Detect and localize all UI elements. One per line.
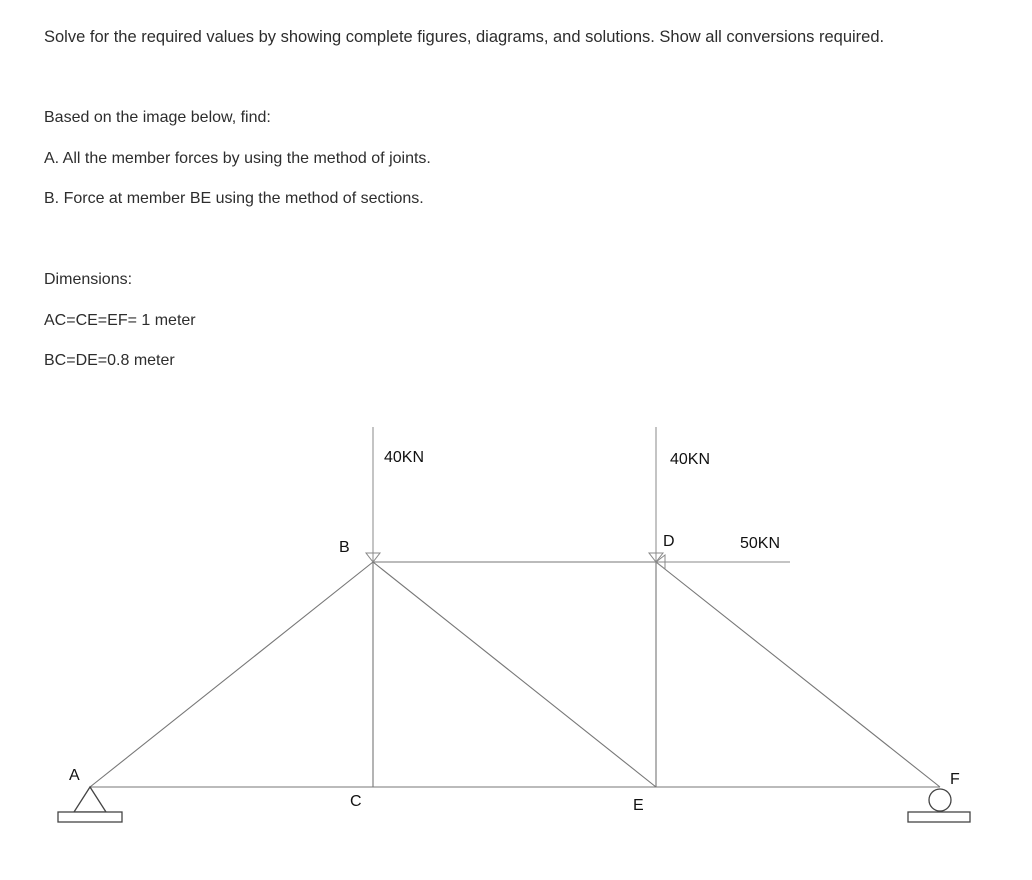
support-base-f bbox=[908, 812, 970, 822]
member-be bbox=[373, 562, 656, 787]
load-label-d-vertical: 40KN bbox=[670, 451, 711, 468]
load-label-d-horizontal: 50KN bbox=[740, 535, 781, 552]
member-ab bbox=[90, 562, 373, 787]
problem-prompt: Based on the image below, find: bbox=[44, 109, 271, 126]
node-label-b: B bbox=[339, 539, 350, 556]
roller-support-f bbox=[929, 789, 951, 811]
support-base-a bbox=[58, 812, 122, 822]
question-b: B. Force at member BE using the method of sections. bbox=[44, 190, 424, 207]
dimensions-heading: Dimensions: bbox=[44, 271, 133, 288]
node-label-e: E bbox=[633, 797, 644, 814]
question-a: A. All the member forces by using the method of joints. bbox=[44, 150, 431, 167]
member-df bbox=[656, 562, 940, 787]
load-label-b: 40KN bbox=[384, 449, 425, 466]
dimension-line-2: BC=DE=0.8 meter bbox=[44, 352, 175, 369]
node-label-c: C bbox=[350, 793, 362, 810]
node-label-a: A bbox=[69, 767, 80, 784]
instructions-text: Solve for the required values by showing complete figures, diagrams, and solutions. Show all conversions required. bbox=[44, 28, 885, 46]
dimension-line-1: AC=CE=EF= 1 meter bbox=[44, 312, 196, 329]
pin-support-a bbox=[74, 787, 106, 812]
node-label-f: F bbox=[950, 771, 960, 788]
node-label-d: D bbox=[663, 533, 675, 550]
